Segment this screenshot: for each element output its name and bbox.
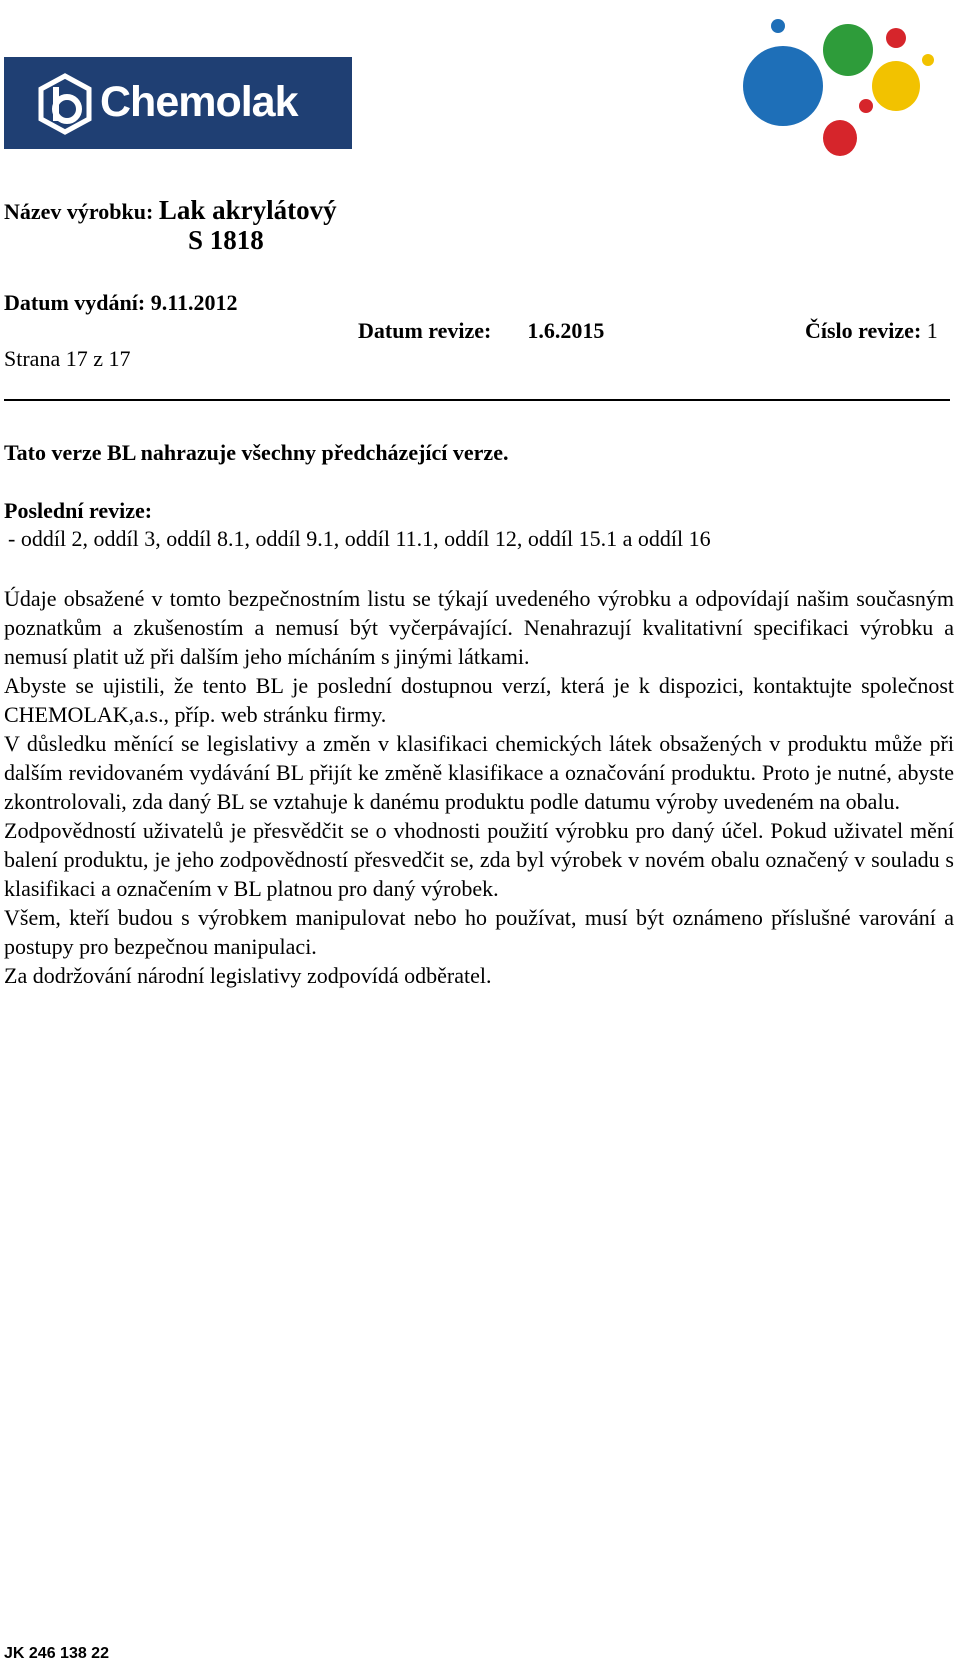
issue-date-label: Datum vydání:: [4, 290, 146, 315]
product-name: Lak akrylátový: [158, 195, 337, 225]
page-info: Strana 17 z 17: [4, 346, 131, 371]
yellow-dot-small: [922, 54, 934, 66]
red-dot-small: [859, 99, 873, 113]
issue-date: 9.11.2012: [150, 290, 238, 315]
issue-date-row: [4, 290, 237, 316]
company-logo: [4, 57, 352, 149]
product-label: Název výrobku:: [4, 199, 154, 224]
red-dot-top: [886, 28, 906, 48]
revision-number: 1: [926, 318, 938, 343]
paragraph: V důsledku měnící se legislativy a změn v klasifikaci chemických látek obsažených v produktu může při dalším revidovaném vydávání BL přijít ke změně klasifikace a označování produktu. Proto je nutné, abyste zkontrolovali, zda daný BL se vztahuje k danému produktu podle datumu výroby uvedeném na obalu.: [4, 731, 954, 814]
yellow-dot: [872, 61, 920, 111]
revision-date-row: [358, 318, 604, 344]
paragraph: Zodpovědností uživatelů je přesvědčit se o vhodnosti použití výrobku pro daný účel. Pokud uživatel mění balení produktu, je jeho zodpovědností přesvedčit se, zda byl výrobek v novém obalu označený v souladu s klasifikaci a označením v BL platnou pro daný výrobek.: [4, 818, 954, 901]
company-name: Chemolak: [100, 78, 298, 126]
product-name-row: [4, 195, 337, 226]
header-divider: [4, 399, 950, 401]
revision-number-row: [805, 318, 938, 344]
last-revision-items: - oddíl 2, oddíl 3, oddíl 8.1, oddíl 9.1, oddíl 11.1, oddíl 12, oddíl 15.1 a oddíl 16: [8, 526, 711, 551]
paragraph: Údaje obsažené v tomto bezpečnostním listu se týkají uvedeného výrobku a odpovídají našim současným poznatkům a zkušenostím a nemusí být vyčerpávající. Nenahrazují kvalitativní specifikaci výrobku a nemusí platit už při dalším jeho mícháním s jinými látkami.: [4, 586, 954, 669]
last-revision-label: Poslední revize:: [4, 498, 153, 523]
disclaimer-text: [4, 584, 954, 990]
color-dots-logo: [738, 8, 938, 160]
revision-number-label: Číslo revize:: [805, 318, 922, 343]
paragraph: Za dodržování národní legislativy zodpovídá odběratel.: [4, 963, 492, 988]
paragraph: Abyste se ujistili, že tento BL je poslední dostupnou verzí, která je k dispozici, kontaktujte společnost CHEMOLAK,a.s., příp. web stránku firmy.: [4, 673, 954, 727]
paragraph: Všem, kteří budou s výrobkem manipulovat nebo ho používat, musí být oznámeno příslušné varování a postupy pro bezpečnou manipulaci.: [4, 905, 954, 959]
supersede-note: Tato verze BL nahrazuje všechny předcházející verze.: [4, 440, 509, 465]
chemolak-hexagon-logo-icon: [36, 73, 94, 135]
blue-dot-small: [771, 19, 785, 33]
revision-date-label: Datum revize:: [358, 318, 492, 343]
blue-dot: [743, 46, 823, 126]
green-dot: [823, 24, 873, 76]
revision-date: 1.6.2015: [527, 318, 605, 343]
footer-code: JK 246 138 22: [4, 1645, 109, 1662]
red-dot-large: [823, 120, 857, 156]
product-code: S 1818: [188, 225, 264, 255]
